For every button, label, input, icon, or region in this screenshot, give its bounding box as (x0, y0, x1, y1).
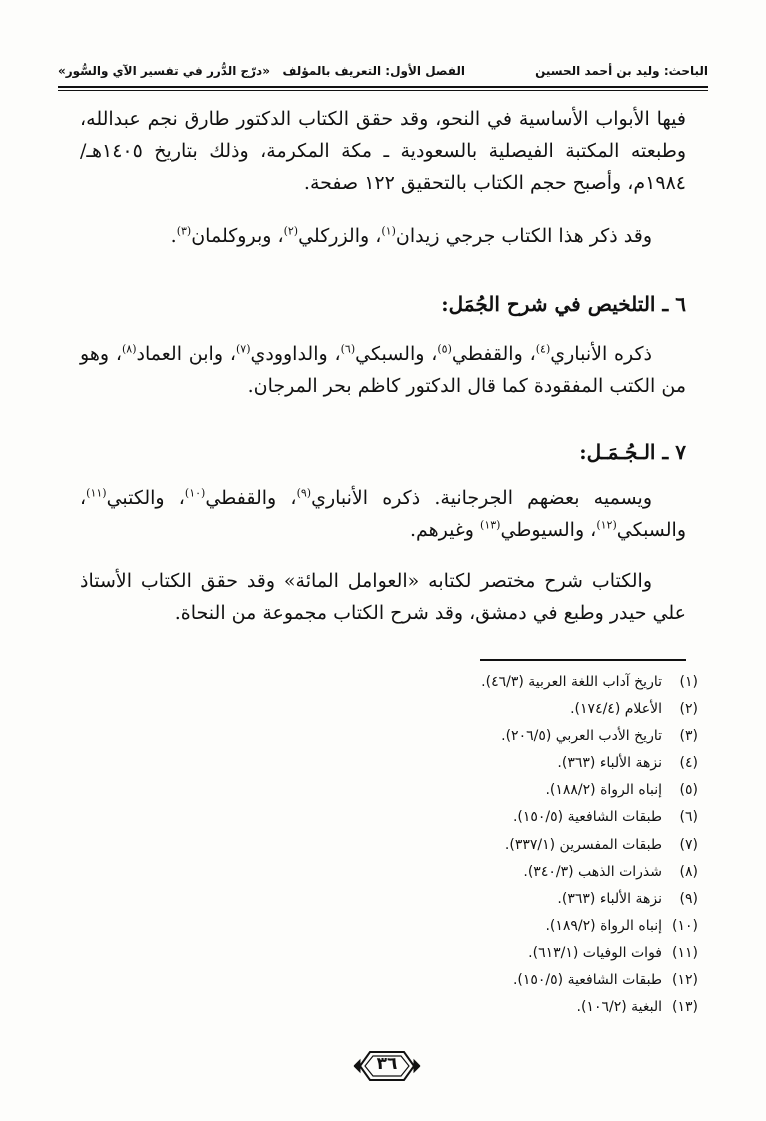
footnote-separator (480, 659, 686, 661)
footnote-ref[interactable]: (١) (381, 224, 396, 238)
paragraph-4-text: ، والسيوطي (500, 519, 597, 541)
paragraph-1 (80, 103, 686, 199)
footnote-text: البغية (١٠٦/٢). (576, 999, 662, 1016)
page-number (352, 1046, 422, 1086)
paragraph-3 (80, 338, 686, 402)
footnote-item (298, 669, 698, 696)
footnote-text: طبقات المفسرين (٣٣٧/١). (504, 836, 662, 853)
paragraph-2-text: . (170, 225, 177, 247)
header-rule-thin (58, 90, 708, 91)
footnote-item (298, 994, 698, 1021)
section-heading-6 (80, 288, 686, 320)
footnote-item (298, 940, 698, 967)
paragraph-3-text: ، والقفطي (451, 343, 536, 365)
footnote-item (298, 913, 698, 940)
footnote-item (298, 967, 698, 994)
footnote-number: (٦) (679, 809, 698, 826)
paragraph-4 (80, 482, 686, 546)
footnote-text: شذرات الذهب (٣٤٠/٣). (523, 863, 662, 880)
paragraph-2-text: ، والزركلي (298, 225, 382, 247)
footnote-text: الأعلام (١٧٤/٤). (570, 701, 662, 718)
footnote-ref[interactable]: (٣) (176, 224, 192, 238)
paragraph-2 (80, 220, 686, 252)
header-book-title: «درّج الدُّرر في تفسير الآي والسُّور» (58, 64, 270, 78)
footnote-ref[interactable]: (٥) (437, 342, 452, 356)
footnote-number: (١٢) (672, 972, 698, 989)
footnote-number: (٧) (679, 836, 698, 853)
section-heading-7 (80, 436, 686, 468)
footnote-item (298, 886, 698, 913)
paragraph-3-text: ذكره الأنباري (550, 343, 652, 365)
footnote-item (298, 750, 698, 777)
footnote-item (298, 804, 698, 831)
paragraph-3-text: ، والداوودي (250, 343, 341, 365)
section-heading-7-text: ٧ ـ الـجُـمَـل: (579, 440, 686, 464)
paragraph-4-text: ، والكتبي (106, 487, 185, 509)
footnote-ref[interactable]: (١٢) (596, 518, 617, 532)
footnote-text: طبقات الشافعية (١٥٠/٥). (512, 809, 662, 826)
paragraph-3-text: ، وابن العماد (136, 343, 236, 365)
paragraph-2-text: وقد ذكر هذا الكتاب جرجي زيدان (395, 225, 652, 247)
footnote-ref[interactable]: (٢) (283, 224, 299, 238)
paragraph-2-text: ، وبروكلمان (191, 225, 284, 247)
footnote-item (298, 723, 698, 750)
footnote-ref[interactable]: (٩) (296, 486, 312, 500)
footnote-text: تاريخ آداب اللغة العربية (٤٦/٣). (481, 674, 662, 690)
footnote-ref[interactable]: (١٣) (480, 518, 501, 532)
page-number-text: ٣٦ (376, 1054, 398, 1074)
footnote-text: إنباه الرواة (١٨٩/٢). (545, 917, 662, 934)
paragraph-1-text: فيها الأبواب الأساسية في النحو، وقد حقق الكتاب الدكتور طارق نجم عبدالله، وطبعته المكتبة الفيصلية بالسعودية ـ مكة المكرمة، وذلك بتاريخ ١٤٠٥هـ/١٩٨٤م، وأصبح حجم الكتاب بالتحقيق ١٢٢ صفحة. (80, 108, 686, 194)
section-heading-6-text: ٦ ـ التلخيص في شرح الجُمَل: (441, 292, 686, 316)
paragraph-5 (80, 565, 686, 629)
footnote-item (298, 832, 698, 859)
footnote-number: (٥) (679, 782, 698, 799)
paragraph-4-text: وغيرهم. (409, 519, 481, 541)
footnote-number: (١) (679, 674, 698, 690)
footnote-number: (٢) (679, 701, 698, 718)
footnote-number: (٩) (679, 890, 698, 907)
footnote-text: نزهة الألباء (٣٦٣). (557, 755, 662, 772)
header-rule (58, 86, 708, 88)
footnote-item (298, 696, 698, 723)
footnote-ref[interactable]: (١٠) (184, 486, 206, 500)
footnote-text: فوات الوفيات (٦١٣/١). (528, 944, 662, 961)
header-chapter: الفصل الأول: التعريف بالمؤلف (282, 64, 465, 78)
paragraph-4-text: ، والسبكي (80, 487, 686, 541)
paragraph-3-text: ، وهو من الكتب المفقودة كما قال الدكتور كاظم بحر المرجان. (80, 343, 686, 397)
paragraph-4-text: ويسميه بعضهم الجرجانية. ذكره الأنباري (311, 487, 652, 509)
footnote-item (298, 777, 698, 804)
footnote-text: طبقات الشافعية (١٥٠/٥). (512, 972, 662, 989)
paragraph-3-text: ، والسبكي (355, 343, 438, 365)
footnote-number: (١١) (672, 944, 698, 961)
paragraph-5-text: والكتاب شرح مختصر لكتابه «العوامل المائة» وقد حقق الكتاب الأستاذ علي حيدر وطبع في دمشق، وقد شرح الكتاب مجموعة من النحاة. (80, 570, 686, 624)
footnotes (298, 669, 698, 1021)
footnote-text: إنباه الرواة (١٨٨/٢). (545, 782, 662, 799)
footnote-ref[interactable]: (٨) (121, 342, 137, 356)
header-author: الباحث: وليد بن أحمد الحسين (535, 64, 708, 78)
footnote-ref[interactable]: (١١) (86, 486, 107, 500)
footnote-ref[interactable]: (٦) (340, 342, 356, 356)
paragraph-4-text: ، والقفطي (205, 487, 297, 509)
footnote-ref[interactable]: (٧) (235, 342, 251, 356)
footnote-ref[interactable]: (٤) (535, 342, 551, 356)
footnote-number: (٤) (679, 755, 698, 772)
footnote-item (298, 859, 698, 886)
footnote-text: تاريخ الأدب العربي (٢٠٦/٥). (501, 728, 662, 745)
footnote-number: (٣) (679, 728, 698, 745)
footnote-number: (٨) (679, 863, 698, 880)
footnote-number: (١٣) (672, 999, 698, 1016)
footnote-number: (١٠) (672, 917, 698, 934)
footnote-text: نزهة الألباء (٣٦٣). (557, 890, 662, 907)
